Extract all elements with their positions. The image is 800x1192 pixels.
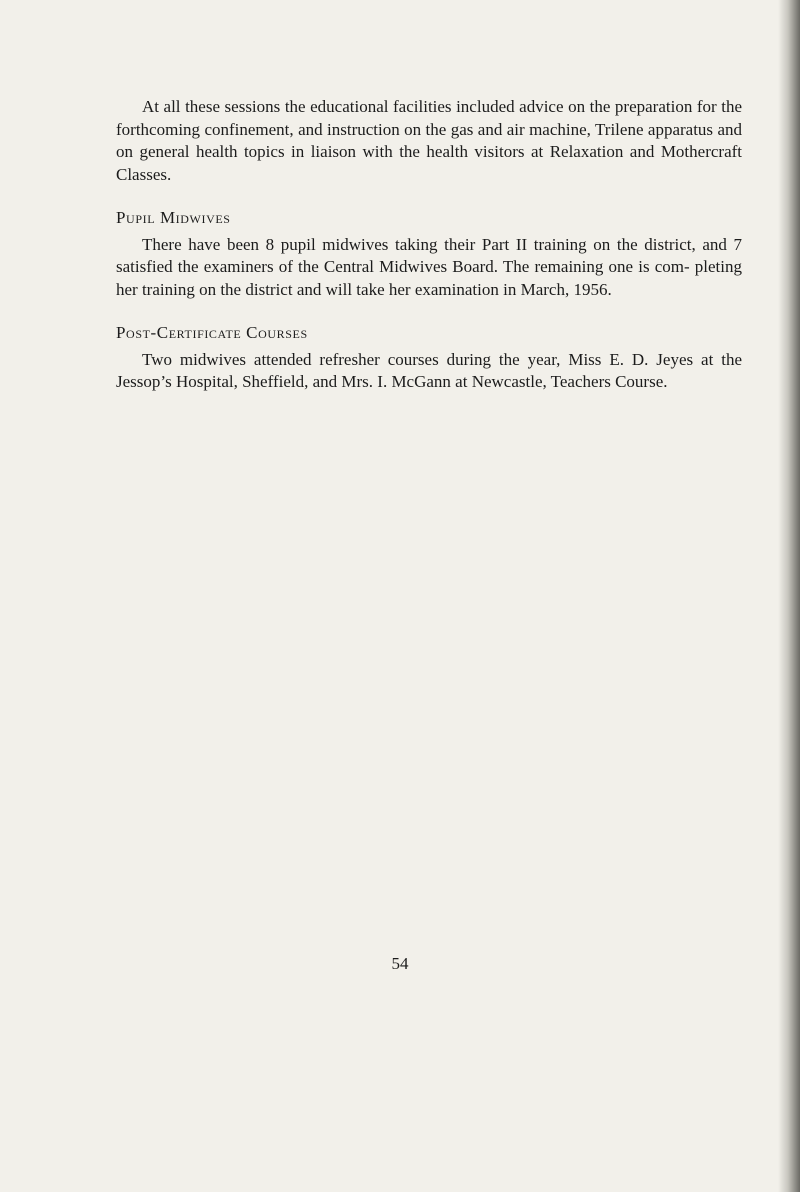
- section-body-pupil-midwives: There have been 8 pupil midwives taking their Part II training on the district, and 7 satisfied the examiners of the Central Midwives Board. The remaining one is com- pleting her training on the district and will take her examination in March, 1956.: [116, 234, 742, 299]
- section-heading-pupil-midwives: Pupil Midwives: [116, 208, 231, 227]
- page-edge-shadow: [778, 0, 800, 1192]
- section-body-post-certificate-courses: Two midwives attended refresher courses during the year, Miss E. D. Jeyes at the Jessop’s Hospital, Sheffield, and Mrs. I. McGann at Newcastle, Teachers Course.: [116, 349, 742, 391]
- intro-paragraph: At all these sessions the educational facilities included advice on the preparation for the forthcoming confinement, and instruction on the gas and air machine, Trilene apparatus and on general health topics in liaison with the health visitors at Relaxation and Mothercraft Classes.: [116, 97, 742, 184]
- text-block: [116, 96, 742, 394]
- page-number: 54: [391, 954, 409, 973]
- section-heading-post-certificate-courses: Post-Certificate Courses: [116, 323, 308, 342]
